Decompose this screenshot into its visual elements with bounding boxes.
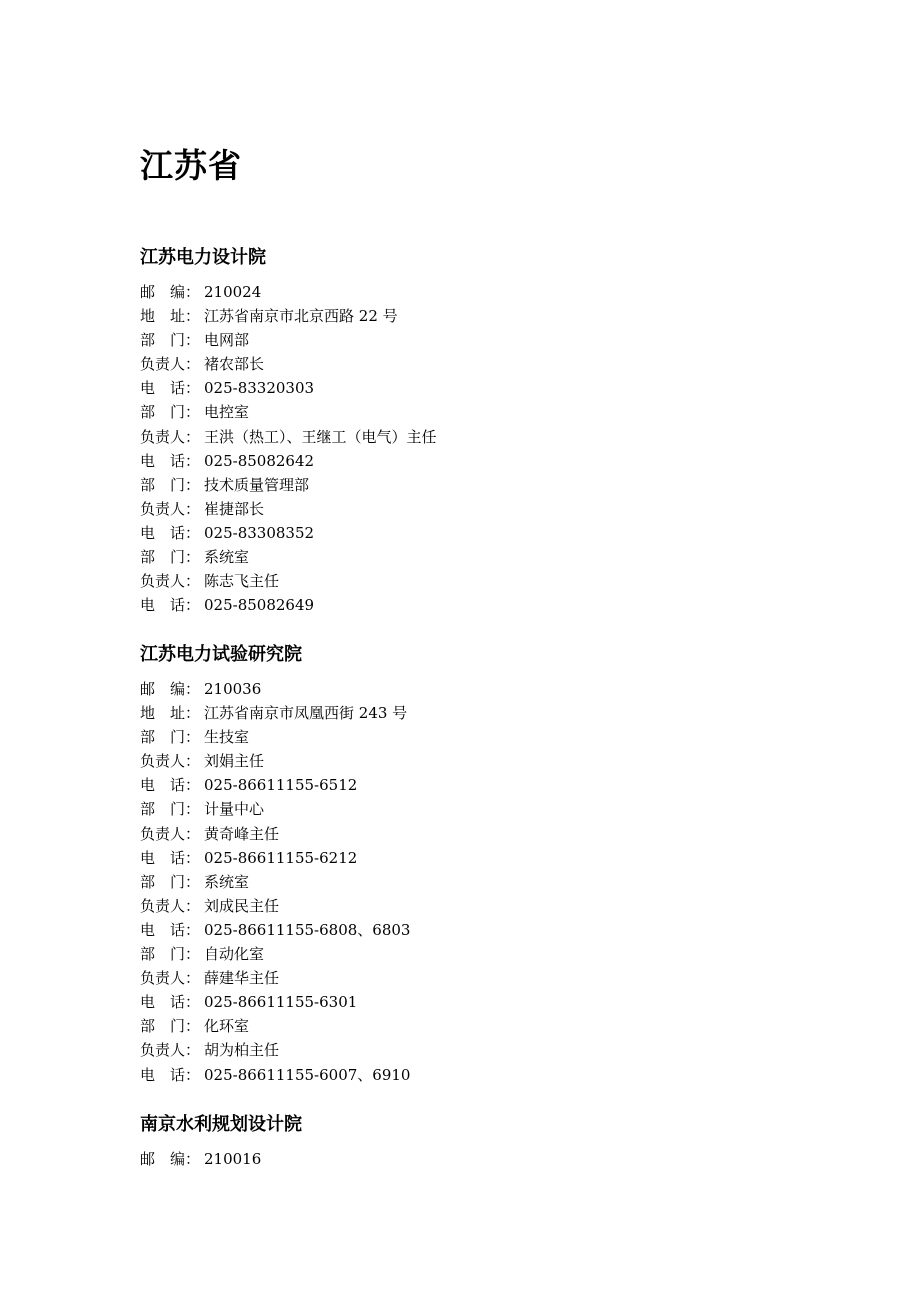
entry-label: 部 门： xyxy=(140,403,201,422)
entry-value: 025-85082649 xyxy=(204,596,315,615)
entry-value: 刘娟主任 xyxy=(204,752,265,771)
entry-label: 部 门： xyxy=(140,872,201,891)
entry-label: 地 址： xyxy=(140,307,201,326)
entry-value: 025-86611155-6007、6910 xyxy=(204,1065,411,1084)
entry-value: 025-86611155-6212 xyxy=(204,848,358,867)
entry-postcode xyxy=(140,1147,302,1171)
entry-phone xyxy=(140,918,410,942)
entry-value: 210016 xyxy=(204,1150,262,1168)
entry-label: 部 门： xyxy=(140,945,201,964)
entry-postcode xyxy=(140,677,410,701)
entry-department xyxy=(140,400,437,424)
organization-section xyxy=(140,643,410,1087)
entry-value: 电网部 xyxy=(204,331,250,350)
entry-label: 邮 编： xyxy=(140,680,201,698)
entry-value: 胡为柏主任 xyxy=(204,1041,280,1060)
entry-label: 电 话： xyxy=(140,993,201,1012)
entry-label: 电 话： xyxy=(140,776,201,795)
organization-section xyxy=(140,1113,302,1171)
entry-contact-person xyxy=(140,894,410,918)
entry-label: 负责人： xyxy=(140,427,201,446)
entry-value: 化环室 xyxy=(204,1017,250,1036)
entry-label: 电 话： xyxy=(140,523,201,542)
entry-value: 自动化室 xyxy=(204,945,265,964)
entry-department xyxy=(140,473,437,497)
entry-address xyxy=(140,304,437,328)
entry-value: 025-86611155-6301 xyxy=(204,993,358,1012)
entry-value: 生技室 xyxy=(204,728,250,747)
entry-value: 025-85082642 xyxy=(204,451,315,470)
entry-value: 薛建华主任 xyxy=(204,969,280,988)
entry-label: 邮 编： xyxy=(140,283,201,301)
entry-value: 王洪（热工）、王继工（电气）主任 xyxy=(204,427,437,446)
entry-department xyxy=(140,797,410,821)
entry-address xyxy=(140,701,410,725)
entry-value: 025-86611155-6808、6803 xyxy=(204,920,411,939)
entry-contact-person xyxy=(140,497,437,521)
entry-value: 电控室 xyxy=(204,403,250,422)
entry-label: 电 话： xyxy=(140,1065,201,1084)
entry-phone xyxy=(140,773,410,797)
entry-value: 黄奇峰主任 xyxy=(204,824,280,843)
entry-label: 负责人： xyxy=(140,1041,201,1060)
entry-label: 负责人： xyxy=(140,824,201,843)
organization-name: 江苏电力设计院 xyxy=(140,247,266,268)
entry-phone xyxy=(140,990,410,1014)
entry-value: 江苏省南京市凤凰西街 243 号 xyxy=(204,704,408,723)
entry-phone xyxy=(140,449,437,473)
entry-value: 210024 xyxy=(204,283,262,301)
entry-phone xyxy=(140,1063,410,1087)
entry-contact-person xyxy=(140,1038,410,1062)
entry-label: 负责人： xyxy=(140,499,201,518)
entry-label: 部 门： xyxy=(140,1017,201,1036)
entry-value: 系统室 xyxy=(204,548,250,567)
entry-department xyxy=(140,545,437,569)
organization-section xyxy=(140,246,437,617)
organization-name: 南京水利规划设计院 xyxy=(140,1114,302,1135)
entry-value: 褚农部长 xyxy=(204,355,265,374)
entry-phone xyxy=(140,521,437,545)
entry-contact-person xyxy=(140,822,410,846)
entry-label: 地 址： xyxy=(140,704,201,723)
entry-label: 电 话： xyxy=(140,848,201,867)
entry-label: 部 门： xyxy=(140,331,201,350)
entry-label: 电 话： xyxy=(140,920,201,939)
entry-label: 负责人： xyxy=(140,969,201,988)
entry-phone xyxy=(140,846,410,870)
entry-contact-person xyxy=(140,569,437,593)
entry-phone xyxy=(140,593,437,617)
entry-department xyxy=(140,870,410,894)
entry-department xyxy=(140,942,410,966)
entry-value: 江苏省南京市北京西路 22 号 xyxy=(204,307,398,326)
entry-value: 210036 xyxy=(204,680,262,698)
entry-value: 技术质量管理部 xyxy=(204,475,310,494)
entry-value: 025-83308352 xyxy=(204,523,315,542)
entry-label: 部 门： xyxy=(140,800,201,819)
organization-name: 江苏电力试验研究院 xyxy=(140,644,302,665)
entry-value: 025-86611155-6512 xyxy=(204,776,358,795)
entry-value: 系统室 xyxy=(204,872,250,891)
entry-value: 025-83320303 xyxy=(204,379,315,398)
entry-label: 部 门： xyxy=(140,548,201,567)
entry-contact-person xyxy=(140,749,410,773)
entry-label: 负责人： xyxy=(140,355,201,374)
entry-department xyxy=(140,1014,410,1038)
entry-label: 部 门： xyxy=(140,475,201,494)
entry-contact-person xyxy=(140,966,410,990)
entry-contact-person xyxy=(140,352,437,376)
entry-department xyxy=(140,328,437,352)
entry-label: 电 话： xyxy=(140,451,201,470)
entry-label: 电 话： xyxy=(140,379,201,398)
entry-value: 陈志飞主任 xyxy=(204,572,280,591)
page-title: 江苏省 xyxy=(140,146,242,185)
entry-label: 部 门： xyxy=(140,728,201,747)
entry-department xyxy=(140,725,410,749)
entry-value: 崔捷部长 xyxy=(204,499,265,518)
entry-label: 负责人： xyxy=(140,572,201,591)
entry-label: 负责人： xyxy=(140,752,201,771)
entry-label: 电 话： xyxy=(140,596,201,615)
entry-phone xyxy=(140,376,437,400)
entry-postcode xyxy=(140,280,437,304)
entry-label: 负责人： xyxy=(140,896,201,915)
entry-label: 邮 编： xyxy=(140,1150,201,1168)
entry-value: 计量中心 xyxy=(204,800,265,819)
entry-value: 刘成民主任 xyxy=(204,896,280,915)
entry-contact-person xyxy=(140,425,437,449)
